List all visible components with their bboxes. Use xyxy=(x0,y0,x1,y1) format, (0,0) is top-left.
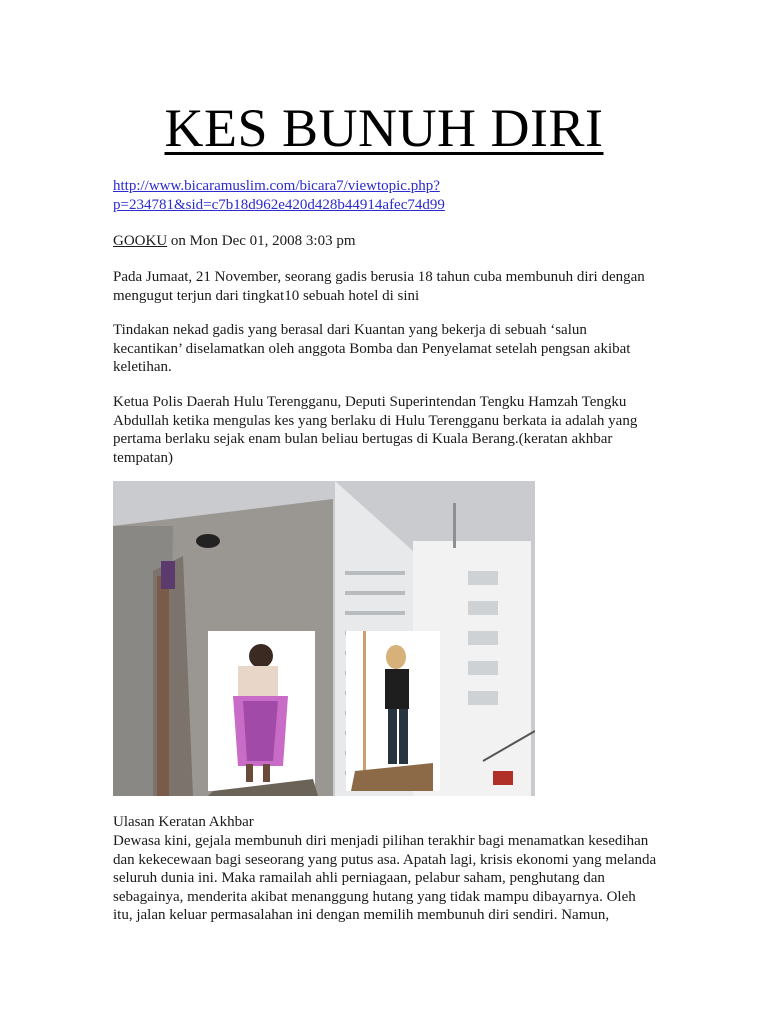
news-photo-illustration xyxy=(113,481,535,796)
paragraph-1: Pada Jumaat, 21 November, seorang gadis berusia 18 tahun cuba membunuh diri dengan mengugut terjun dari tingkat10 sebuah hotel di sini xyxy=(113,269,645,304)
page-title: KES BUNUH DIRI xyxy=(164,98,604,158)
section-heading: Ulasan Keratan Akhbar xyxy=(113,814,254,830)
paragraph-2: Tindakan nekad gadis yang berasal dari Kuantan yang bekerja di sebuah ‘salun kecantikan’ diselamatkan oleh anggota Bomba dan Penyelamat setelah pengsan akibat keletihan. xyxy=(113,322,631,375)
post-meta-line xyxy=(113,232,658,251)
paragraph-4: Dewasa kini, gejala membunuh diri menjadi pilihan terakhir bagi menamatkan kesedihan dan kekecewaan bagi seseorang yang putus asa. Apatah lagi, krisis ekonomi yang melanda seluruh dunia ini. Maka ramailah ahli perniagaan, pelabur saham, penghutang dan sebagainya, menderita akibat menanggung hutang yang tidak mampu dibayarnya. Oleh itu, jalan keluar permasalahan ini dengan memilih membunuh diri sendiri. Namun, xyxy=(113,833,657,923)
news-photo xyxy=(113,481,535,796)
post-author[interactable]: GOOKU xyxy=(113,233,168,249)
source-link-block xyxy=(113,177,658,214)
source-link-line-1[interactable]: http://www.bicaramuslim.com/bicara7/viewtopic.php? xyxy=(113,178,440,194)
post-date: on Mon Dec 01, 2008 3:03 pm xyxy=(167,233,356,249)
paragraph-3: Ketua Polis Daerah Hulu Terengganu, Deputi Superintendan Tengku Hamzah Tengku Abdullah ketika mengulas kes yang berlaku di Hulu Terengganu berkata ia adalah yang pertama berlaku sejak enam bulan beliau bertugas di Kuala Berang.(keratan akhbar tempatan) xyxy=(113,394,638,466)
source-link-line-2[interactable]: p=234781&sid=c7b18d962e420d428b44914afec74d99 xyxy=(113,196,445,213)
